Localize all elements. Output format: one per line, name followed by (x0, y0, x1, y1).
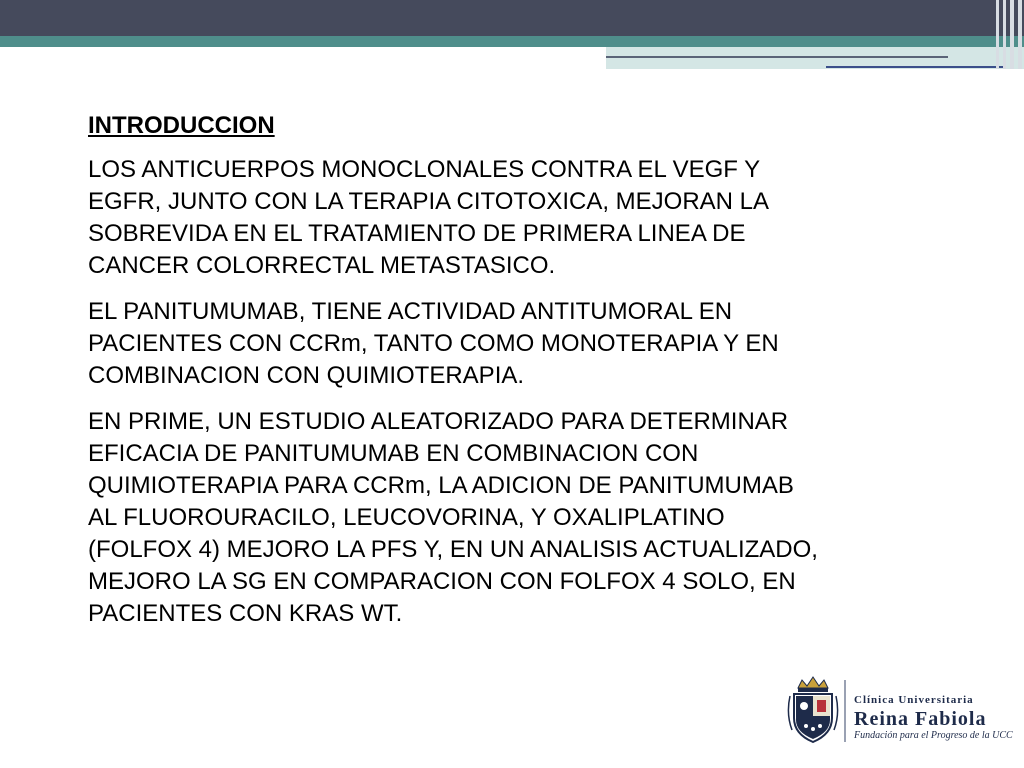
header-rule-lower (826, 66, 1006, 68)
logo-line-1: Clínica Universitaria (854, 694, 974, 706)
slide-title: INTRODUCCION (88, 112, 275, 139)
header-band-dark (0, 0, 1024, 36)
clinic-logo (786, 674, 1013, 746)
header-rule-upper (606, 56, 948, 58)
crest-icon (786, 674, 840, 746)
paragraph-1: LOS ANTICUERPOS MONOCLONALES CONTRA EL VEGF Y EGFR, JUNTO CON LA TERAPIA CITOTOXICA, MEJORAN LA SOBREVIDA EN EL TRATAMIENTO DE PRIMERA LINEA DE CANCER COLORRECTAL METASTASICO. (88, 156, 770, 279)
paragraph-2: EL PANITUMUMAB, TIENE ACTIVIDAD ANTITUMORAL EN PACIENTES CON CCRm, TANTO COMO MONOTERAPIA Y EN COMBINACION CON QUIMIOTERAPIA. (88, 298, 779, 389)
slide-body (88, 110, 968, 644)
paragraph-3: EN PRIME, UN ESTUDIO ALEATORIZADO PARA DETERMINAR EFICACIA DE PANITUMUMAB EN COMBINACION CON QUIMIOTERAPIA PARA CCRm, LA ADICION DE PANITUMUMAB AL FLUOROURACILO, LEUCOVORINA, Y OXALIPLATINO (FOLFOX 4) MEJORO LA PFS Y, EN UN ANALISIS ACTUALIZADO, MEJORO LA SG EN COMPARACION CON FOLFOX 4 SOLO, EN PACIENTES CON KRAS WT. (88, 408, 818, 627)
header-band-teal (0, 36, 1024, 47)
header-stripes (994, 0, 1024, 69)
logo-line-3: Fundación para el Progreso de la UCC (854, 730, 1013, 741)
logo-divider (844, 680, 846, 742)
logo-line-2: Reina Fabiola (854, 708, 987, 730)
